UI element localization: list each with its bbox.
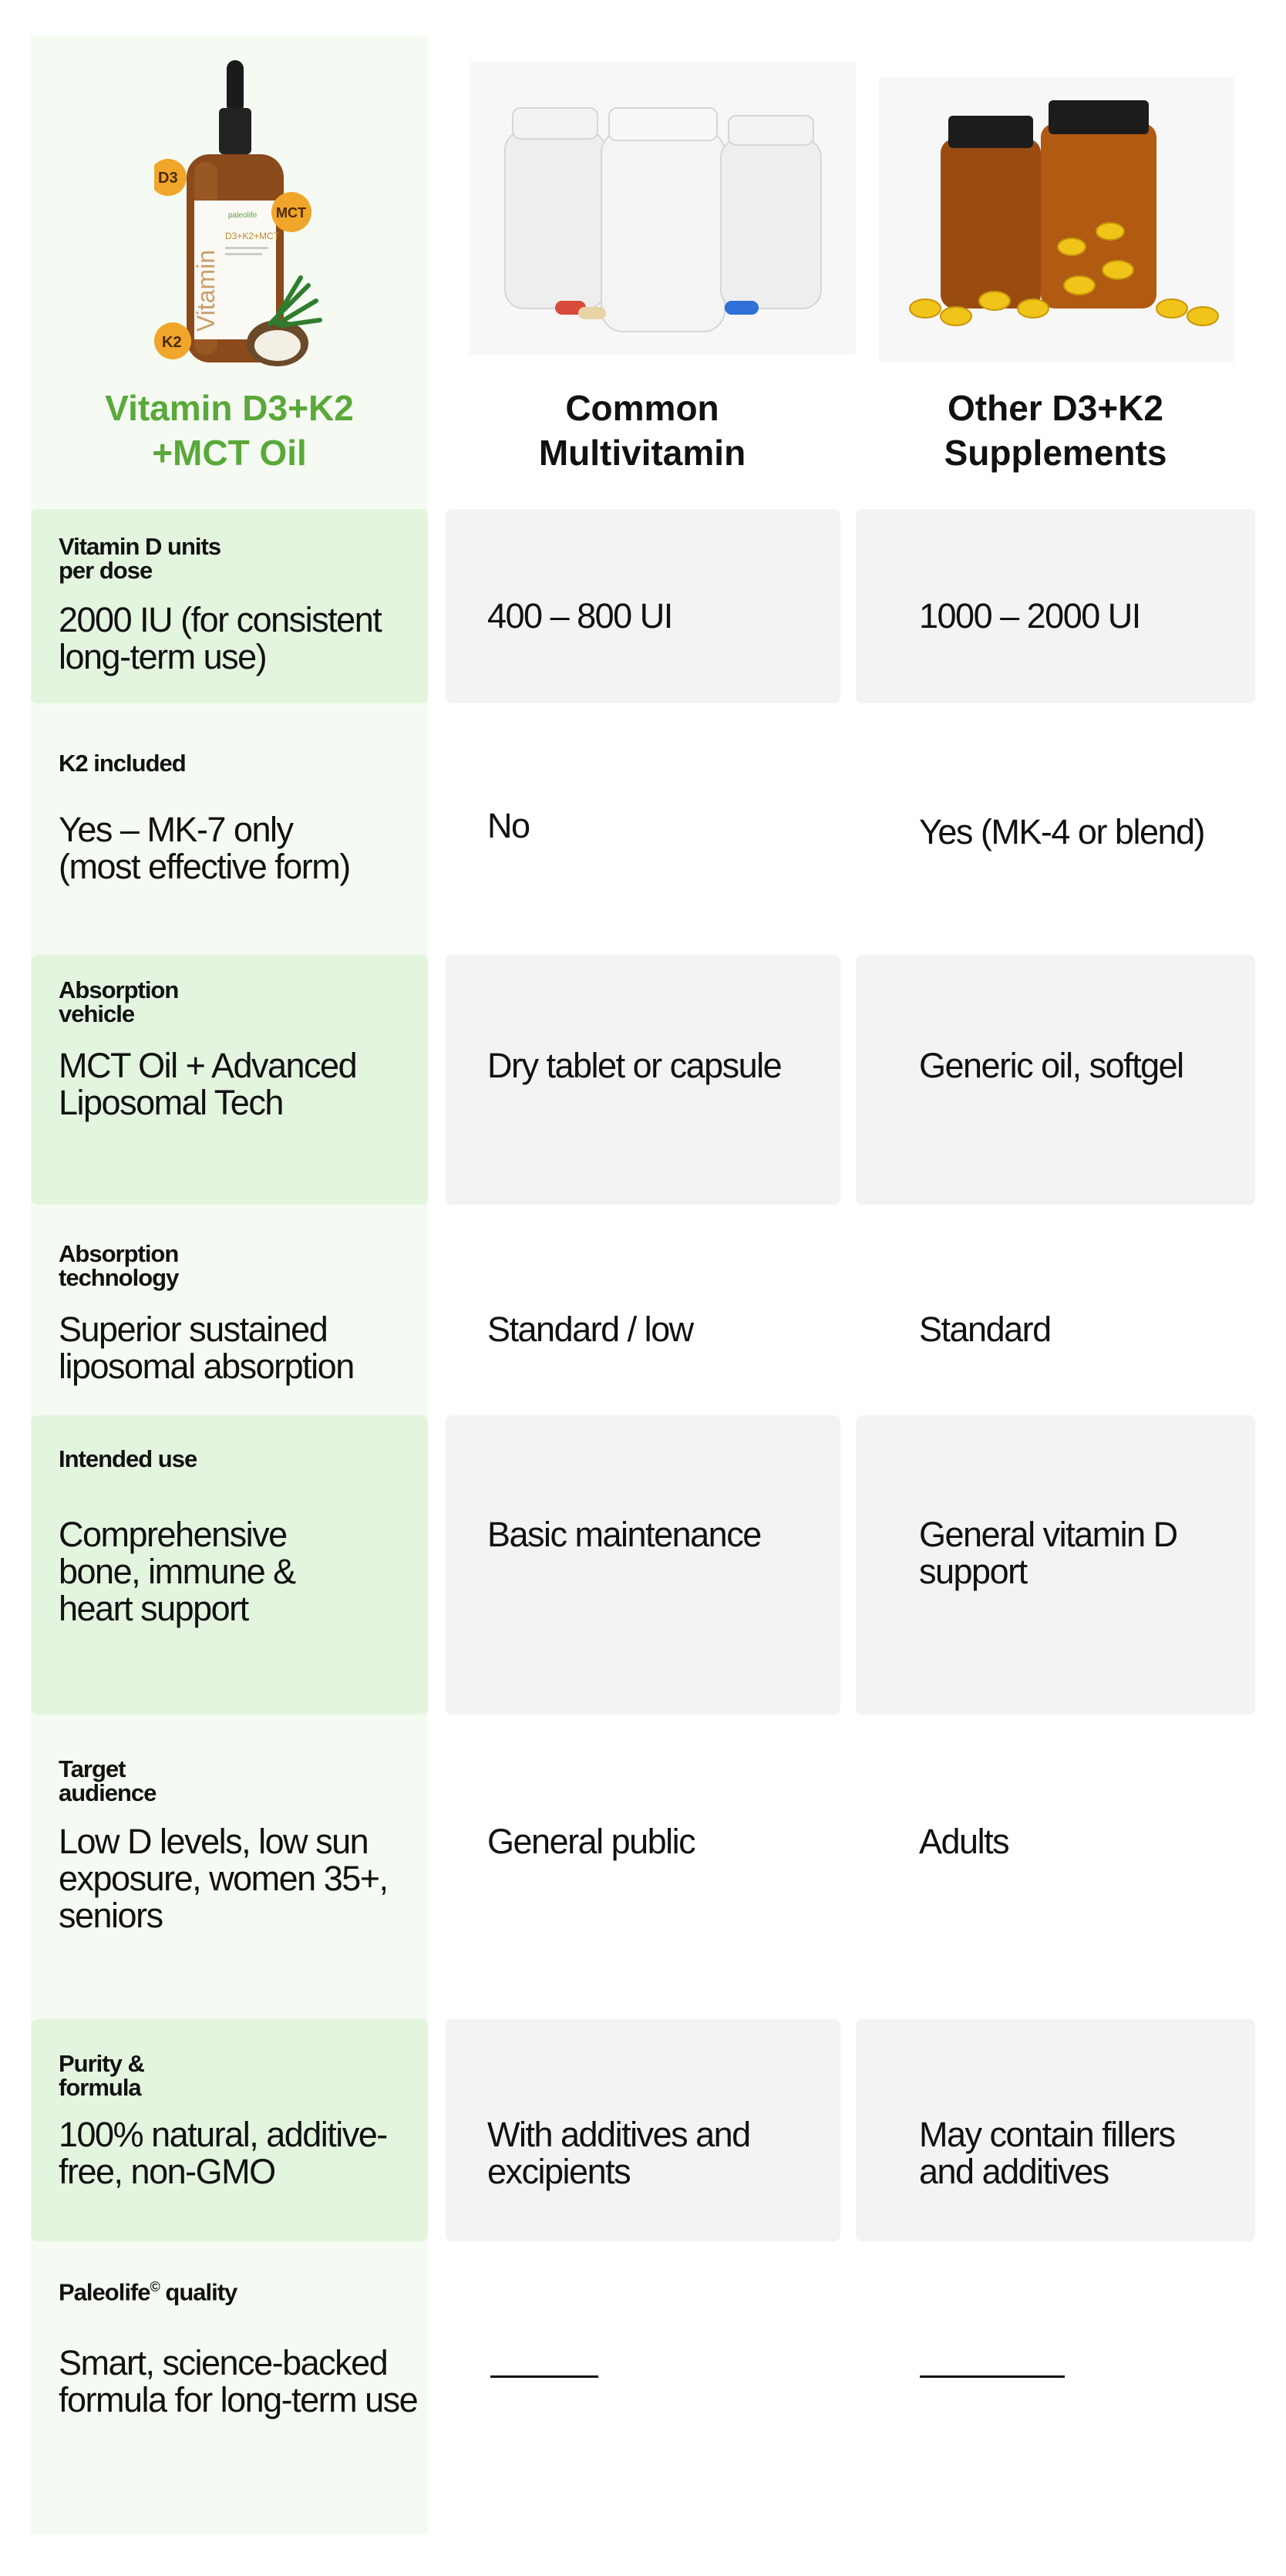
row-2-common-value: No [487,806,530,845]
brand-name: Paleolife [59,2278,150,2306]
row-2-label: K2 included [59,750,186,777]
badge-d3-text: D3 [158,170,178,187]
row-5-featured-value: Comprehensive bone, immune & heart support [59,1515,295,1628]
badge-mct-text: MCT [276,205,306,221]
row-8-label [59,2275,398,2304]
product-image-amber-jars [879,77,1234,362]
row-5-label: Intended use [59,1445,197,1472]
column-title-common-multivitamin: Common Multivitamin [538,388,746,473]
row-7-featured-value: 100% natural, additive- free, non-GMO [59,2115,387,2191]
bottle-brand-text: paleolife [228,211,258,220]
product-image-dropper-bottle [154,54,324,378]
column-title-other-supplements: Other D3+K2 Supplements [944,388,1167,473]
row-1-other-value: 1000 – 2000 UI [919,596,1140,636]
badge-k2-text: K2 [162,334,182,351]
row-1-label: Vitamin D units per dose [59,533,221,584]
row-3-common-value: Dry tablet or capsule [487,1046,782,1085]
row-3-featured-value: MCT Oil + Advanced Liposomal Tech [59,1046,357,1122]
row-5-common-cell [446,1415,840,1715]
row-3-label: Absorption vehicle [59,976,179,1027]
bottle-product-text: Vitamin [192,249,220,332]
row-8-other-dash [920,2375,1065,2378]
column-title-featured: Vitamin D3+K2 +MCT Oil [105,388,354,473]
row-4-common-value: Standard / low [487,1310,693,1349]
row-6-label: Target audience [59,1755,157,1806]
row-6-featured-value: Low D levels, low sun exposure, women 35+, seniors [59,1822,388,1935]
row-6-common-value: General public [487,1822,695,1861]
row-7-label: Purity & formula [59,2050,144,2101]
bottle-variant-text: D3+K2+MCT [225,231,280,241]
row-4-other-value: Standard [919,1310,1051,1349]
row-8-common-dash [490,2375,598,2378]
row-7-common-value: With additives and excipients [487,2115,750,2191]
row-8-featured-value: Smart, science-backed formula for long-term use [59,2343,418,2419]
row-1-featured-value: 2000 IU (for consistent long-term use) [59,600,382,676]
row-4-featured-value: Superior sustained liposomal absorption [59,1310,354,1386]
row-2-other-value: Yes (MK-4 or blend) [919,812,1205,851]
row-5-other-value: General vitamin D support [919,1515,1177,1591]
product-image-white-bottles [470,62,856,355]
row-8-label-rest: quality [159,2278,237,2306]
row-7-other-value: May contain fillers and additives [919,2115,1175,2191]
row-2-featured-value: Yes – MK-7 only (most effective form) [59,810,350,886]
row-1-common-value: 400 – 800 UI [487,596,672,636]
row-5-common-value: Basic maintenance [487,1515,761,1554]
row-4-label: Absorption technology [59,1240,179,1291]
copyright-mark: © [150,2279,160,2294]
row-3-other-value: Generic oil, softgel [919,1046,1183,1085]
row-6-other-value: Adults [919,1822,1009,1861]
